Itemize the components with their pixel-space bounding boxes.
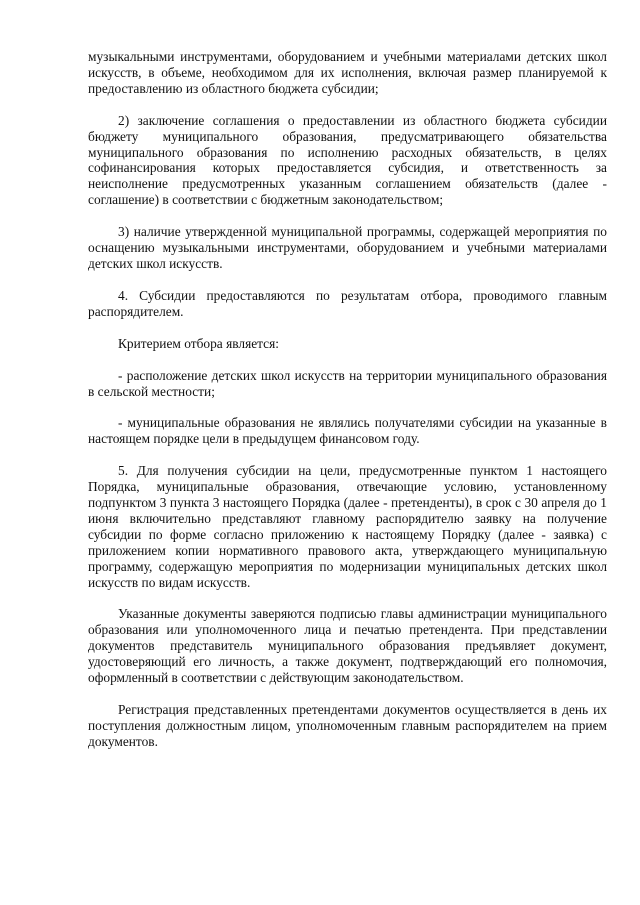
paragraph-registration: Регистрация представленных претендентами документов осуществляется в день их поступления должностным лицом, уполномоченным главным распорядителем на прием документов. xyxy=(88,702,607,749)
paragraph-item-2: 2) заключение соглашения о предоставлении из областного бюджета субсидии бюджету муниципального образования, предусматривающего обязательства муниципального образования по исполнению расходных обязательств, в целях софинансирования которых предоставляется субсидия, и ответственность за неисполнение предусмотренных указанным соглашением обязательств (далее - соглашение) в соответствии с бюджетным законодательством; xyxy=(88,112,607,208)
paragraph-item-3: 3) наличие утвержденной муниципальной программы, содержащей мероприятия по оснащению музыкальными инструментами, оборудованием и учебными материалами детских школ искусств. xyxy=(88,224,607,271)
paragraph-criterion-1: - расположение детских школ искусств на территории муниципального образования в сельской местности; xyxy=(88,367,607,399)
paragraph-section-4: 4. Субсидии предоставляются по результатам отбора, проводимого главным распорядителем. xyxy=(88,287,607,319)
paragraph-section-5: 5. Для получения субсидии на цели, предусмотренные пунктом 1 настоящего Порядка, муниципальные образования, отвечающие условию, установленному подпунктом 3 пункта 3 настоящего Порядка (далее - претенденты), в срок с 30 апреля до 1 июня включительно представляют главному распорядителю заявку на получение субсидии по форме согласно приложению к настоящему Порядку (далее - заявка) с приложением копии нормативного правового акта, утверждающего муниципальную программу, содержащую мероприятия по модернизации муниципальных детских школ искусств по видам искусств. xyxy=(88,463,607,590)
document-page xyxy=(88,49,607,766)
paragraph-certification: Указанные документы заверяются подписью главы администрации муниципального образования или уполномоченного лица и печатью претендента. При представлении документов представитель муниципального образования предъявляет документ, удостоверяющий его личность, а также документ, подтверждающий его полномочия, оформленный в соответствии с действующим законодательством. xyxy=(88,606,607,686)
paragraph-continuation: музыкальными инструментами, оборудованием и учебными материалами детских школ искусств, в объеме, необходимом для их исполнения, включая размер планируемой к предоставлению из областного бюджета субсидии; xyxy=(88,49,607,96)
paragraph-criteria-heading: Критерием отбора является: xyxy=(118,335,280,351)
paragraph-criterion-2: - муниципальные образования не являлись получателями субсидии на указанные в настоящем порядке цели в предыдущем финансовом году. xyxy=(88,415,607,447)
